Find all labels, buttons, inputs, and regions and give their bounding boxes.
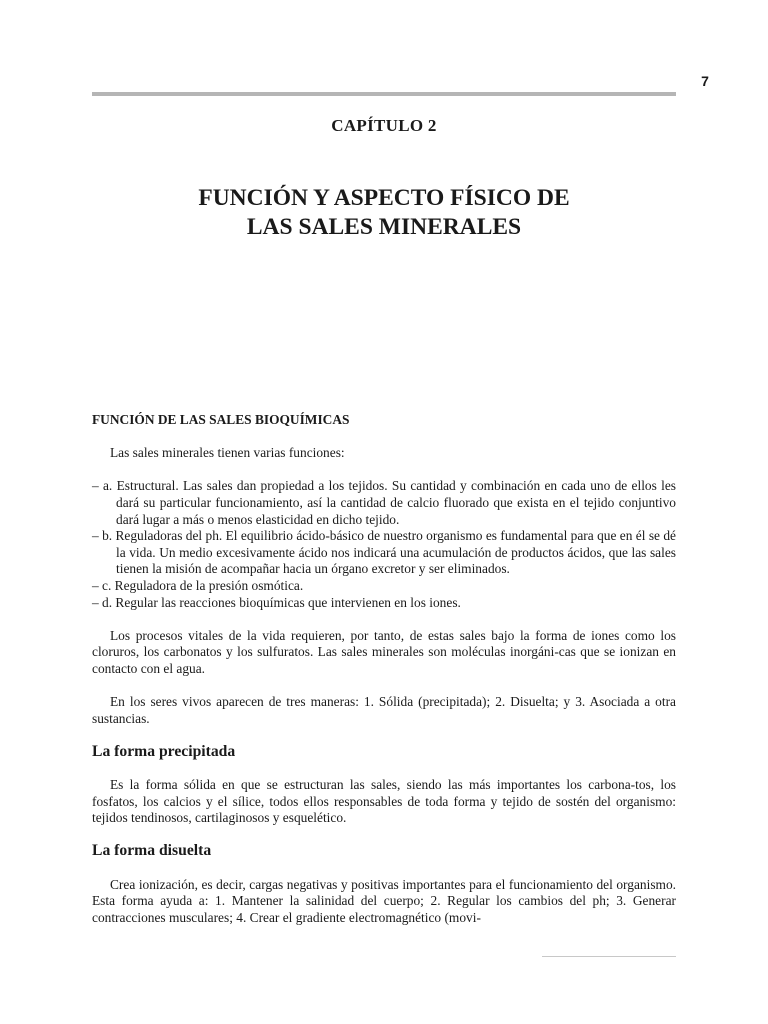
list-item: – b. Reguladoras del ph. El equilibrio ácido-básico de nuestro organismo es fundamental para que en él se dé la vida. Un medio excesivamente ácido nos indicará una acumulación de productos ácidos, que las sales tienen la misión de acompañar hacia un órgano excretor y ser eliminados. bbox=[92, 528, 676, 577]
body-content bbox=[92, 412, 676, 943]
list-item: – d. Regular las reacciones bioquímicas que intervienen en los iones. bbox=[92, 594, 461, 610]
chapter-label: CAPÍTULO 2 bbox=[331, 116, 437, 135]
subheading-dissolved: La forma disuelta bbox=[92, 842, 212, 860]
footer-rule bbox=[542, 956, 676, 957]
list-item: – c. Reguladora de la presión osmótica. bbox=[92, 577, 304, 593]
intro-paragraph: Las sales minerales tienen varias funciones: bbox=[110, 445, 345, 461]
paragraph: Crea ionización, es decir, cargas negativas y positivas importantes para el funcionamiento del organismo. Esta forma ayuda a: 1. Mantener la salinidad del cuerpo; 2. Regular los cambios del ph; 3. Generar contracciones musculares; 4. Crear el gradiente electromagnético (movi- bbox=[92, 876, 676, 925]
page-number: 7 bbox=[701, 73, 709, 89]
list-item: – a. Estructural. Las sales dan propiedad a los tejidos. Su cantidad y combinación en cada uno de ellos les dará su particular funcionamiento, así la cantidad de calcio fluorado que exista en el tejido conjuntivo dará lugar a más o menos elasticidad en dicho tejido. bbox=[92, 478, 676, 527]
chapter-title-line-2: LAS SALES MINERALES bbox=[246, 214, 522, 240]
paragraph: Los procesos vitales de la vida requieren, por tanto, de estas sales bajo la forma de iones como los cloruros, los carbonatos y los sulfuratos. Las sales minerales son moléculas inorgáni-cas que se ionizan en contacto con el agua. bbox=[92, 627, 676, 676]
section-heading: FUNCIÓN DE LAS SALES BIOQUÍMICAS bbox=[92, 412, 350, 427]
chapter-title-line-1: FUNCIÓN Y ASPECTO FÍSICO DE bbox=[198, 185, 570, 211]
paragraph: En los seres vivos aparecen de tres maneras: 1. Sólida (precipitada); 2. Disuelta; y 3. Asociada a otra sustancias. bbox=[92, 694, 676, 726]
functions-list bbox=[92, 478, 676, 611]
chapter-title bbox=[92, 184, 676, 242]
subheading-precipitated: La forma precipitada bbox=[92, 742, 236, 760]
paragraph: Es la forma sólida en que se estructuran las sales, siendo las más importantes los carbona-tos, los fosfatos, los calcios y el sílice, todos ellos responsables de toda forma y tejido de sostén del organismo: tejidos tendinosos, cartilaginosos y esquelético. bbox=[92, 777, 676, 826]
header-rule bbox=[92, 92, 676, 96]
